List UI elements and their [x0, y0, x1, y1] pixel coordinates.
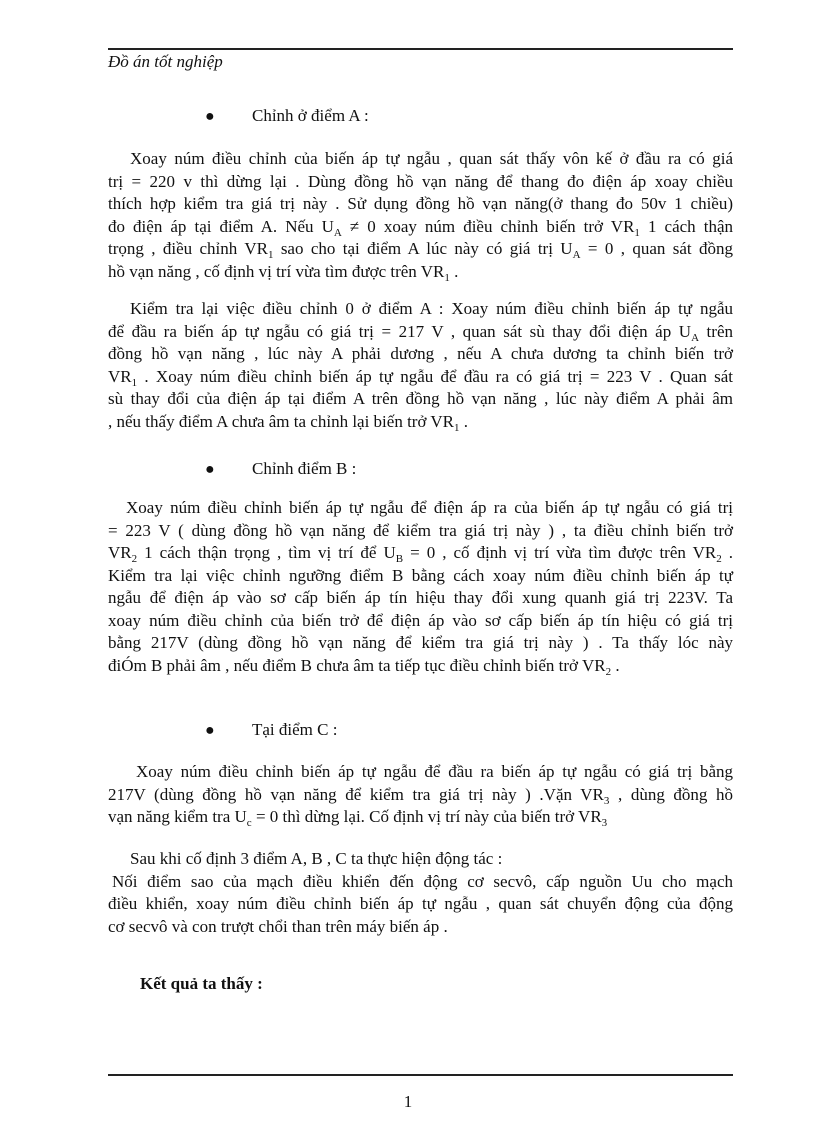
paragraph-a2: Kiểm tra lại việc điều chỉnh 0 ở điểm A : Xoay núm điều chỉnh biến áp tự ngẫu để đầu ra biến áp tự ngẫu có giá trị = 217 V , quan sát sù thay đổi điện áp $U_A$ trên đồng hồ vạn năng , lúc này A phải dương , nếu A chưa dương ta chỉnh biến trở $VR_1$ . Xoay núm điều chỉnh biến áp tự ngẫu để đầu ra có giá trị = 223 V . Quan sát sù thay đổi của điện áp tại điểm A trên đồng hồ vạn năng , lúc này điểm A phải âm , nếu thấy điểm A chưa âm ta chỉnh lại biến trở $VR_1$ . [108, 299, 733, 434]
result-heading: Kết quả ta thấy : [140, 974, 263, 993]
bullet-c: ● [205, 722, 215, 739]
heading-point-b: Chỉnh điểm B : [252, 459, 357, 478]
page-number: 1 [403, 1092, 413, 1111]
header-title: Đồ án tốt nghiệp [108, 52, 223, 71]
footer-rule [108, 1074, 733, 1076]
header-rule [108, 48, 733, 50]
bullet-b: ● [205, 461, 215, 478]
paragraph-c2: Sau khi cố định 3 điểm A, B , C ta thực hiện động tác : Nối điểm sao của mạch điều khiển đến động cơ secvô, cấp nguồn Uu cho mạch điều khiển, xoay núm điều chỉnh biến áp tự ngẫu , quan sát chuyển động của động cơ secvô và con trượt chổi than trên máy biến áp . [108, 849, 733, 936]
bullet-a: ● [205, 108, 215, 125]
paragraph-a1: Xoay núm điều chỉnh của biến áp tự ngẫu , quan sát thấy vôn kế ở đầu ra có giá trị = 220 v thì dừng lại . Dùng đồng hồ vạn năng để thang đo điện áp xoay chiều thích hợp kiểm tra giá trị này . Sử dụng đồng hồ vạn năng(ở thang đo 50v 1 chiều) đo điện áp tại điểm A. Nếu $U_A \ne 0$ xoay núm điều chỉnh biến trở $VR_1$ 1 cách thận trọng , điều chỉnh $VR_1$ sao cho tại điểm A lúc này có giá trị $U_A = 0$ , quan sát đồng hồ vạn năng , cố định vị trí vừa tìm được trên $VR_1$ . [108, 149, 733, 284]
paragraph-c1: Xoay núm điều chỉnh biến áp tự ngẫu để đầu ra biến áp tự ngẫu có giá trị bằng 217V (dùng đồng hồ vạn năng để kiểm tra giá trị này ) .Vặn $VR_3$ , dùng đồng hồ vạn năng kiểm tra $U_c = 0$ thì dừng lại. Cố định vị trí này của biến trở $VR_3$ [108, 762, 734, 829]
paragraph-b1: Xoay núm điều chỉnh biến áp tự ngẫu để điện áp ra của biến áp tự ngẫu có giá trị = 223 V ( dùng đồng hồ vạn năng để kiểm tra giá trị này ) , ta điều chỉnh biến trở $VR_2$ 1 cách thận trọng , tìm vị trí để $U_B = 0$ , cố định vị trí vừa tìm được trên $VR_2$ . Kiểm tra lại việc chỉnh ngưỡng điểm B bằng cách xoay núm điều chỉnh biến áp tự ngẫu để điện áp vào sơ cấp biến áp tín hiệu thay đổi xung quanh giá trị 223V. Ta xoay núm điều chỉnh của biến trở để điện áp vào sơ cấp biến áp tín hiệu có giá trị bằng 217V (dùng đồng hồ vạn năng để kiểm tra giá trị này ) . Ta thấy lóc này điÓm B phải âm , nếu điểm B chưa âm ta tiếp tục điều chỉnh biến trở $VR_2$ . [108, 498, 733, 678]
heading-point-c: Tại điểm C : [252, 720, 338, 739]
heading-point-a: Chỉnh ở điểm A : [252, 106, 369, 125]
